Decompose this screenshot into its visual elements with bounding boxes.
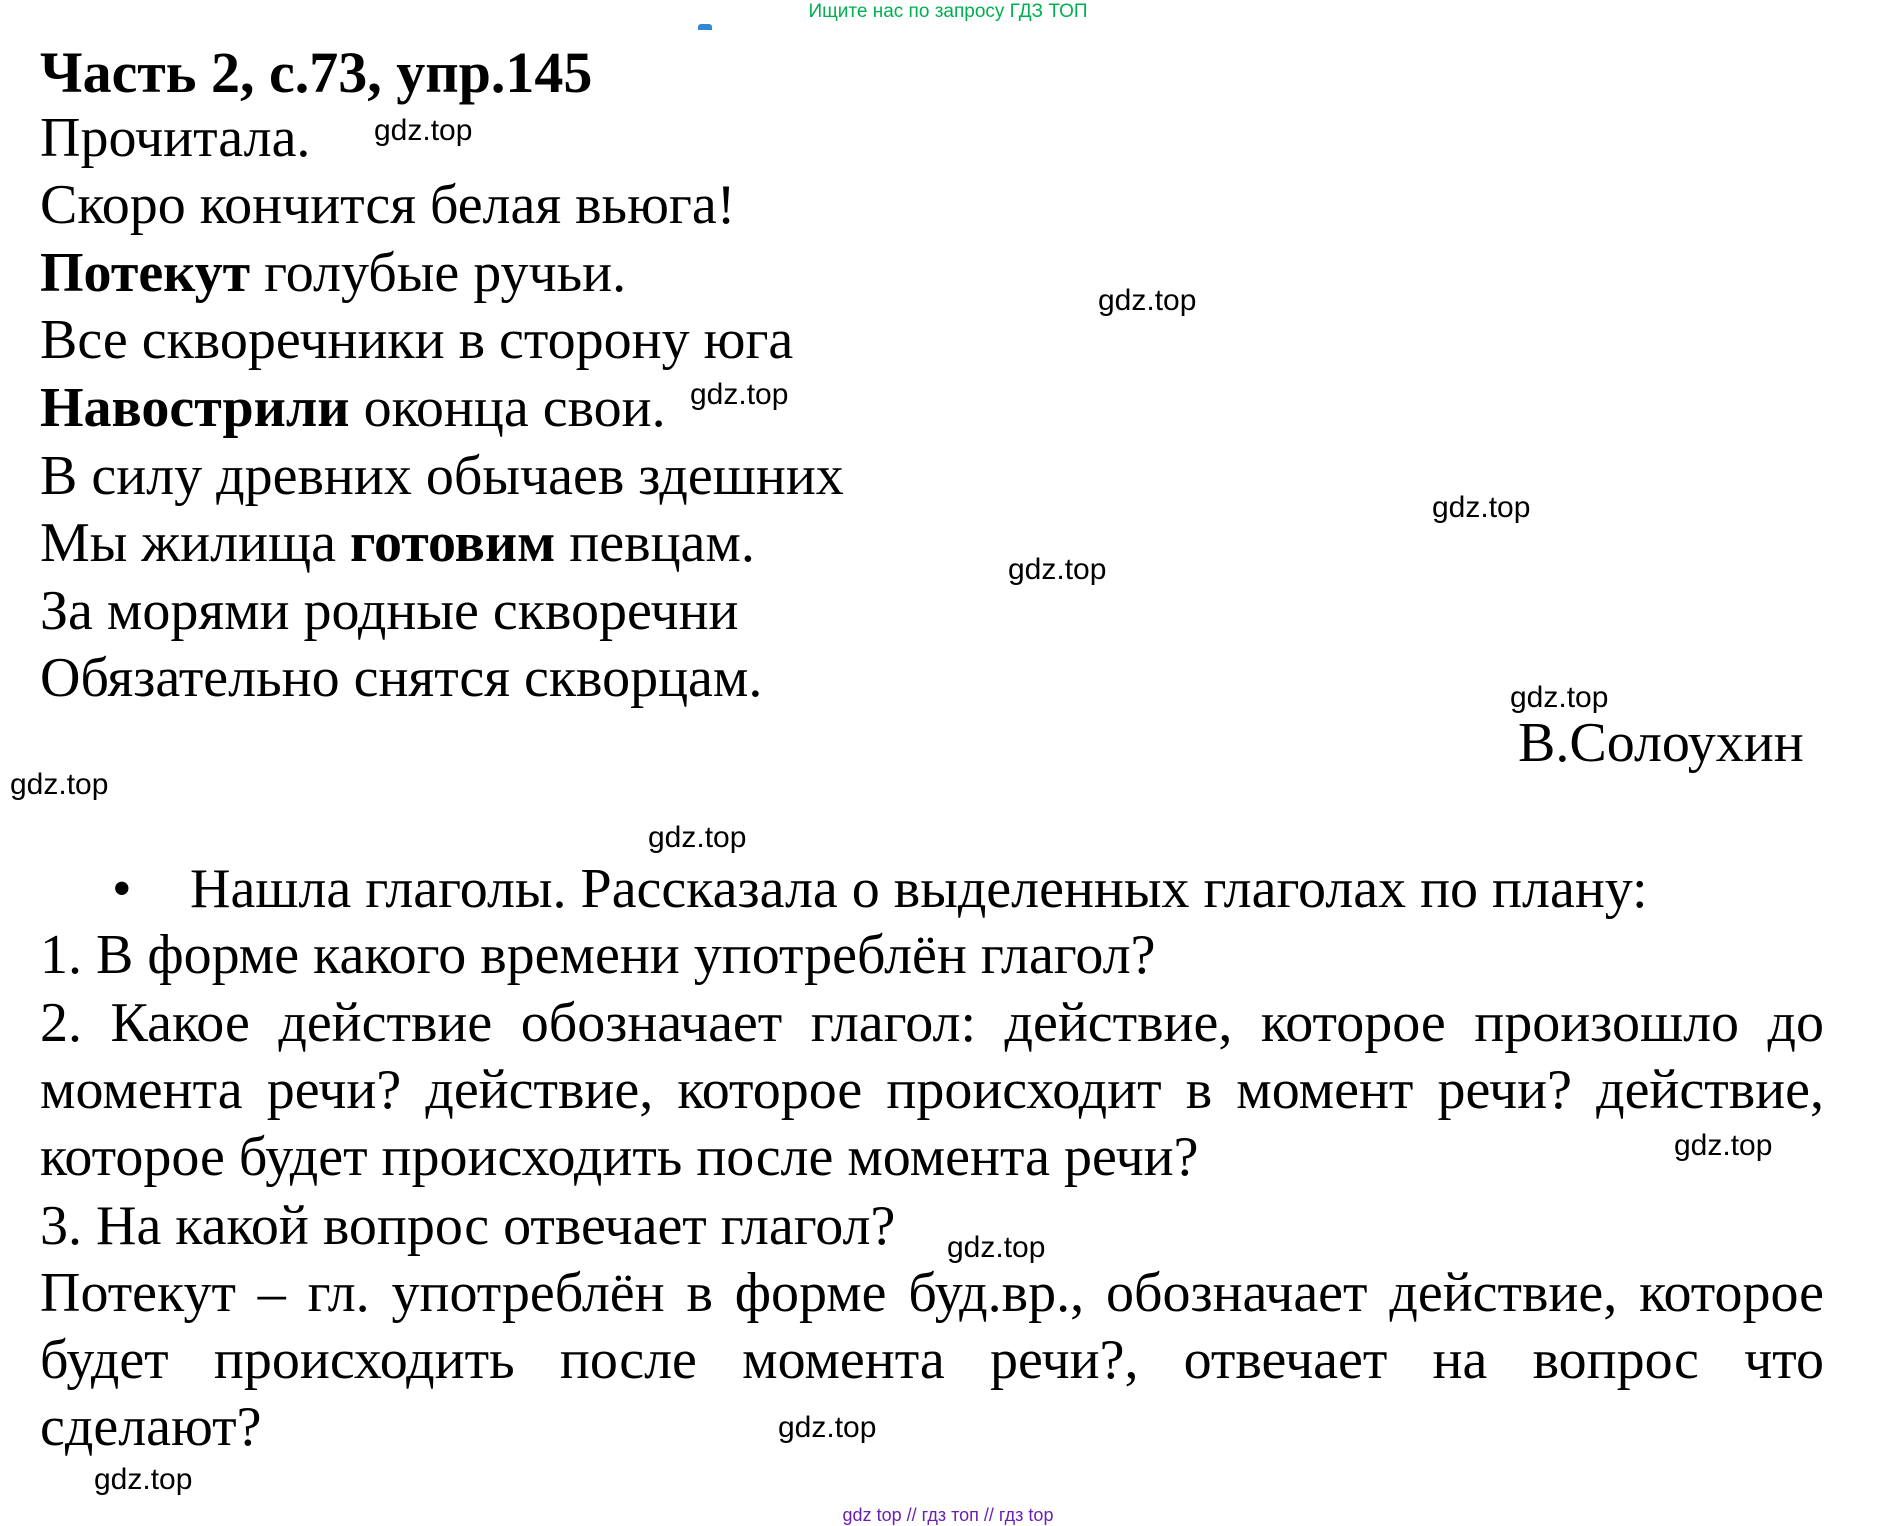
watermark: gdz.top — [690, 378, 789, 411]
top-banner: Ищите нас по запросу ГДЗ ТОП — [808, 1, 1088, 22]
answer-line-3: сделают? — [40, 1396, 262, 1458]
footer-credits: gdz top // гдз топ // гдз top — [842, 1505, 1054, 1525]
plan-question-1: 1. В форме какого времени употреблён глагол? — [40, 924, 1156, 986]
poem-line-2-rest: голубые ручьи. — [250, 242, 627, 304]
plan-question-2-line-1: 2. Какое действие обозначает глагол: действие, которое произошло до — [40, 992, 1824, 1054]
blue-mark-decoration — [698, 24, 712, 30]
answer-line-2: будет происходить после момента речи?, отвечает на вопрос что — [40, 1329, 1824, 1391]
plan-question-2-line-2: момента речи? действие, которое происходит в момент речи? действие, — [40, 1059, 1824, 1121]
poem-line-8: Обязательно снятся скворцам. — [40, 647, 763, 709]
poem-line-5: В силу древних обычаев здешних — [40, 445, 844, 507]
watermark: gdz.top — [648, 821, 747, 854]
watermark: gdz.top — [10, 768, 109, 801]
bullet-marker: • — [112, 858, 132, 920]
plan-question-3: 3. На какой вопрос отвечает глагол? — [40, 1195, 896, 1257]
page-title: Часть 2, с.73, упр.145 — [40, 40, 593, 105]
watermark: gdz.top — [1510, 681, 1609, 714]
poem-line-4-rest: оконца свои. — [349, 377, 666, 439]
poem-author: В.Солоухин — [1518, 712, 1804, 774]
highlighted-verb: Потекут — [40, 242, 251, 304]
poem-line-6 — [40, 510, 755, 576]
watermark: gdz.top — [1674, 1129, 1773, 1162]
poem-line-6-post: певцам. — [555, 512, 755, 574]
plan-question-2 — [40, 990, 1824, 1191]
watermark: gdz.top — [94, 1463, 193, 1496]
poem-line-2 — [40, 240, 626, 306]
answer-line-1: Потекут – гл. употреблён в форме буд.вр., обозначает действие, которое — [40, 1262, 1824, 1324]
poem-line-4 — [40, 375, 666, 441]
task-intro: Нашла глаголы. Рассказала о выделенных глаголах по плану: — [190, 858, 1648, 920]
watermark: gdz.top — [1432, 491, 1531, 524]
poem-line-6-pre: Мы жилища — [40, 512, 350, 574]
intro-text: Прочитала. — [40, 107, 311, 169]
answer-paragraph — [40, 1260, 1824, 1461]
highlighted-verb: Навострили — [40, 377, 350, 439]
watermark: gdz.top — [374, 114, 473, 147]
watermark: gdz.top — [1008, 553, 1107, 586]
plan-question-2-line-3: которое будет происходить после момента речи? — [40, 1126, 1199, 1188]
watermark: gdz.top — [947, 1231, 1046, 1264]
poem-line-7: За морями родные скворечни — [40, 580, 739, 642]
poem-line-1: Скоро кончится белая вьюга! — [40, 174, 736, 236]
watermark: gdz.top — [778, 1411, 877, 1444]
highlighted-verb: готовим — [349, 512, 556, 574]
watermark: gdz.top — [1098, 284, 1197, 317]
poem-line-3: Все скворечники в сторону юга — [40, 309, 794, 371]
